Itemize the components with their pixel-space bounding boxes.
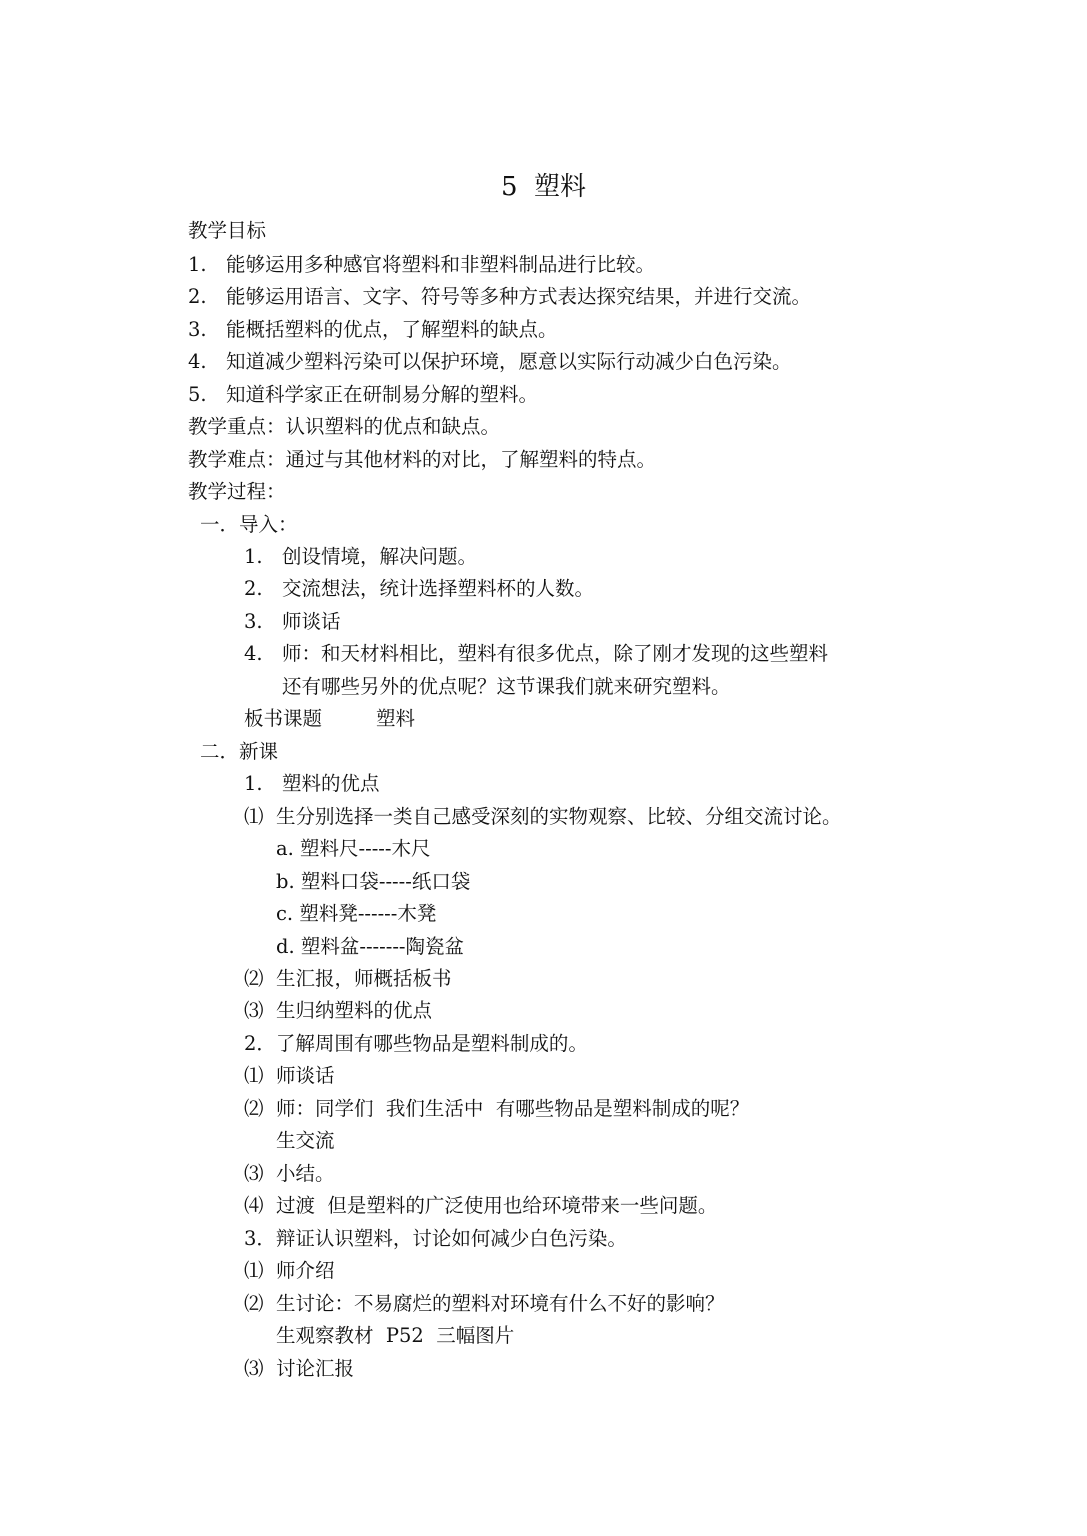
item-text: 讨论汇报: [276, 1357, 355, 1380]
section-1-item: [244, 998, 432, 1024]
part1-item-text: 交流想法，统计选择塑料杯的人数。: [282, 577, 595, 600]
key-point: 教学重点：认识塑料的优点和缺点。: [188, 415, 501, 438]
part1-item: [244, 544, 477, 570]
item-number: ⑴: [244, 1064, 264, 1087]
goal-item-text: 知道科学家正在研制易分解的塑料。: [226, 383, 539, 406]
goal-item: [188, 252, 655, 278]
part1-item: [244, 641, 828, 667]
board-title-row: [244, 706, 415, 732]
part1-item-number: 4.: [244, 642, 263, 665]
goal-item: [188, 349, 792, 375]
part1-item-number: 2.: [244, 577, 263, 600]
goal-item-number: 2.: [188, 285, 207, 308]
goal-item-text: 知道减少塑料污染可以保护环境，愿意以实际行动减少白色污染。: [226, 350, 792, 373]
goal-item: [188, 284, 811, 310]
item-number: ⑷: [244, 1194, 264, 1217]
part1-heading: 一．导入：: [200, 513, 298, 536]
section-3-continuation: 生观察教材 P52 三幅图片: [276, 1324, 515, 1347]
item-text: 师：同学们 我们生活中 有哪些物品是塑料制成的呢？: [276, 1097, 750, 1120]
comparison-item: d. 塑料盆-------陶瓷盆: [276, 935, 465, 958]
item-text: 生讨论：不易腐烂的塑料对环境有什么不好的影响？: [276, 1292, 725, 1315]
part1-item-text: 师谈话: [282, 610, 341, 633]
item-number: ⑶: [244, 1162, 264, 1185]
section-1-number: 1.: [244, 772, 263, 795]
item-number: ⑴: [244, 805, 264, 828]
section-1-item: [244, 966, 452, 992]
part2-heading: 二．新课: [200, 740, 279, 763]
part1-item-text: 创设情境，解决问题。: [282, 545, 478, 568]
section-1-title: [244, 771, 380, 797]
goal-item-text: 能概括塑料的优点，了解塑料的缺点。: [226, 318, 558, 341]
section-2-item: [244, 1193, 717, 1219]
item-number: ⑵: [244, 1097, 264, 1120]
section-3-title: 3．辩证认识塑料，讨论如何减少白色污染。: [244, 1227, 627, 1250]
goal-item-number: 5.: [188, 383, 207, 406]
goal-item-text: 能够运用多种感官将塑料和非塑料制品进行比较。: [226, 253, 656, 276]
goals-heading: 教学目标: [188, 219, 267, 242]
difficulty: 教学难点：通过与其他材料的对比，了解塑料的特点。: [188, 448, 657, 471]
part1-item-number: 1.: [244, 545, 263, 568]
item-text: 小结。: [276, 1162, 335, 1185]
item-text: 生汇报，师概括板书: [276, 967, 452, 990]
section-3-item: [244, 1258, 335, 1284]
board-title-label: 板书课题: [244, 707, 323, 730]
item-text: 师介绍: [276, 1259, 335, 1282]
section-3-item: [244, 1356, 354, 1382]
goal-item-number: 3.: [188, 318, 207, 341]
section-1-item: [244, 804, 842, 830]
section-2-item: [244, 1063, 335, 1089]
goal-item-text: 能够运用语言、文字、符号等多种方式表达探究结果，并进行交流。: [226, 285, 812, 308]
item-text: 过渡 但是塑料的广泛使用也给环境带来一些问题。: [276, 1194, 718, 1217]
item-text: 生归纳塑料的优点: [276, 999, 433, 1022]
goal-item: [188, 317, 558, 343]
item-number: ⑶: [244, 999, 264, 1022]
item-number: ⑵: [244, 1292, 264, 1315]
section-2-item: [244, 1096, 749, 1122]
section-2-title: 2．了解周围有哪些物品是塑料制成的。: [244, 1032, 588, 1055]
goal-item-number: 1.: [188, 253, 207, 276]
section-2-item: [244, 1161, 335, 1187]
part1-item-text: 师：和天材料相比，塑料有很多优点，除了刚才发现的这些塑料: [282, 642, 829, 665]
section-1-text: 塑料的优点: [282, 772, 380, 795]
goal-item-number: 4.: [188, 350, 207, 373]
comparison-item: b. 塑料口袋-----纸口袋: [276, 870, 471, 893]
part1-item: [244, 576, 594, 602]
part1-item-continuation: 还有哪些另外的优点呢？这节课我们就来研究塑料。: [282, 675, 731, 698]
part1-item: [244, 609, 341, 635]
section-3-item: [244, 1291, 725, 1317]
item-number: ⑶: [244, 1357, 264, 1380]
process-heading: 教学过程：: [188, 480, 286, 503]
item-text: 师谈话: [276, 1064, 335, 1087]
page-title: 5 塑料: [500, 172, 587, 202]
part1-item-number: 3.: [244, 610, 263, 633]
comparison-item: c. 塑料凳------木凳: [276, 902, 437, 925]
item-text: 生分别选择一类自己感受深刻的实物观察、比较、分组交流讨论。: [276, 805, 842, 828]
section-2-continuation: 生交流: [276, 1129, 335, 1152]
item-number: ⑵: [244, 967, 264, 990]
board-title-value: 塑料: [376, 707, 416, 730]
item-number: ⑴: [244, 1259, 264, 1282]
goal-item: [188, 382, 538, 408]
comparison-item: a. 塑料尺-----木尺: [276, 837, 431, 860]
